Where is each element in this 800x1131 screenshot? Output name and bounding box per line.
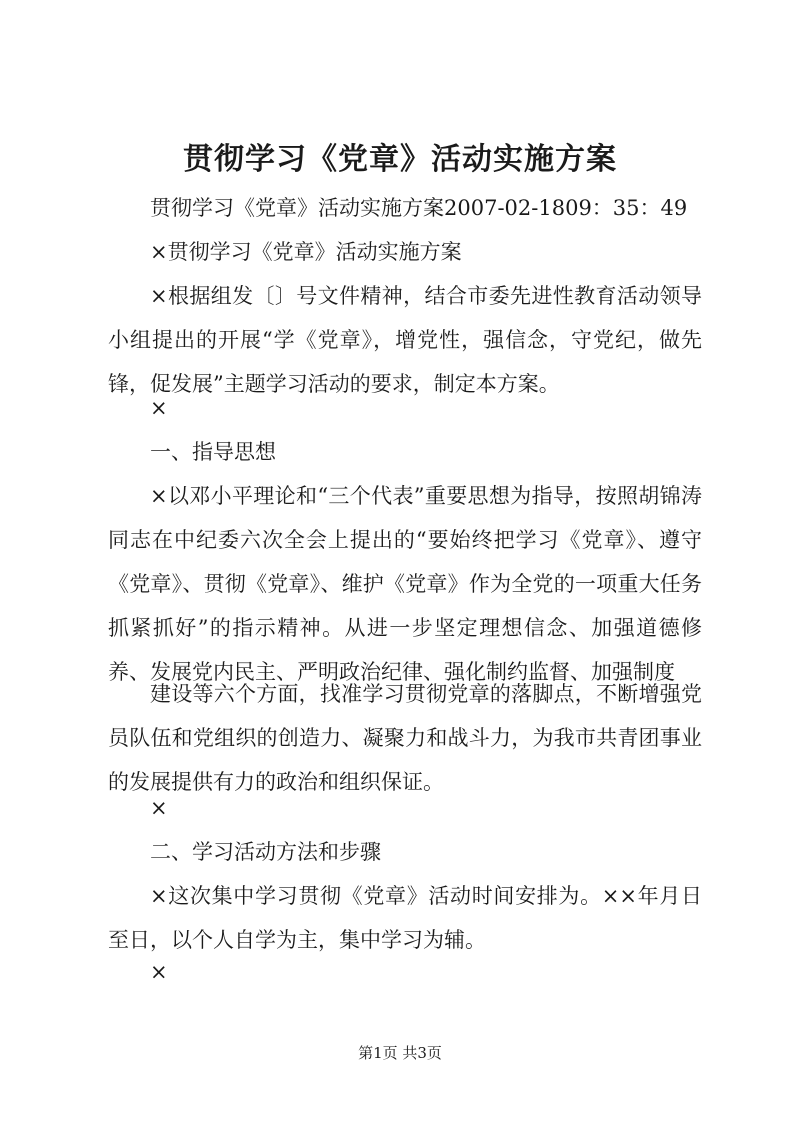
paragraph-marker: × bbox=[150, 796, 168, 820]
paragraph-intro: ×根据组发〔〕号文件精神，结合市委先进性教育活动领导小组提出的开展“学《党章》，增党性，强信念，守党纪，做先锋，促发展”主题学习活动的要求，制定本方案。 bbox=[108, 284, 702, 396]
section-heading-methods-steps: 二、学习活动方法和步骤 bbox=[150, 840, 381, 864]
paragraph-construction: 建设等六个方面，找准学习贯彻党章的落脚点，不断增强党员队伍和党组织的创造力、凝聚力和战斗力，为我市共青团事业的发展提供有力的政治和组织保证。 bbox=[108, 682, 702, 794]
paragraph-schedule: ×这次集中学习贯彻《党章》活动时间安排为。××年月日至日，以个人自学为主，集中学习为辅。 bbox=[108, 884, 702, 952]
document-title: 贯彻学习《党章》活动实施方案 bbox=[183, 142, 617, 177]
paragraph-marker: × bbox=[150, 960, 168, 984]
paragraph-guiding-ideology: ×以邓小平理论和“三个代表”重要思想为指导，按照胡锦涛同志在中纪委六次全会上提出的“要始终把学习《党章》、遵守《党章》、贯彻《党章》、维护《党章》作为全党的一项重大任务抓紧抓好”的指示精神。从进一步坚定理想信念、加强道德修养、发展党内民主、严明政治纪律、强化制约监督、加强制度 bbox=[108, 484, 702, 684]
page-number-footer: 第1页 共3页 bbox=[358, 1044, 442, 1062]
paragraph-marker: × bbox=[150, 396, 168, 420]
paragraph-header-line: 贯彻学习《党章》活动实施方案2007-02-1809：35：49 bbox=[150, 196, 688, 220]
paragraph-subtitle: ×贯彻学习《党章》活动实施方案 bbox=[150, 240, 462, 264]
section-heading-guiding-ideology: 一、指导思想 bbox=[150, 440, 276, 464]
